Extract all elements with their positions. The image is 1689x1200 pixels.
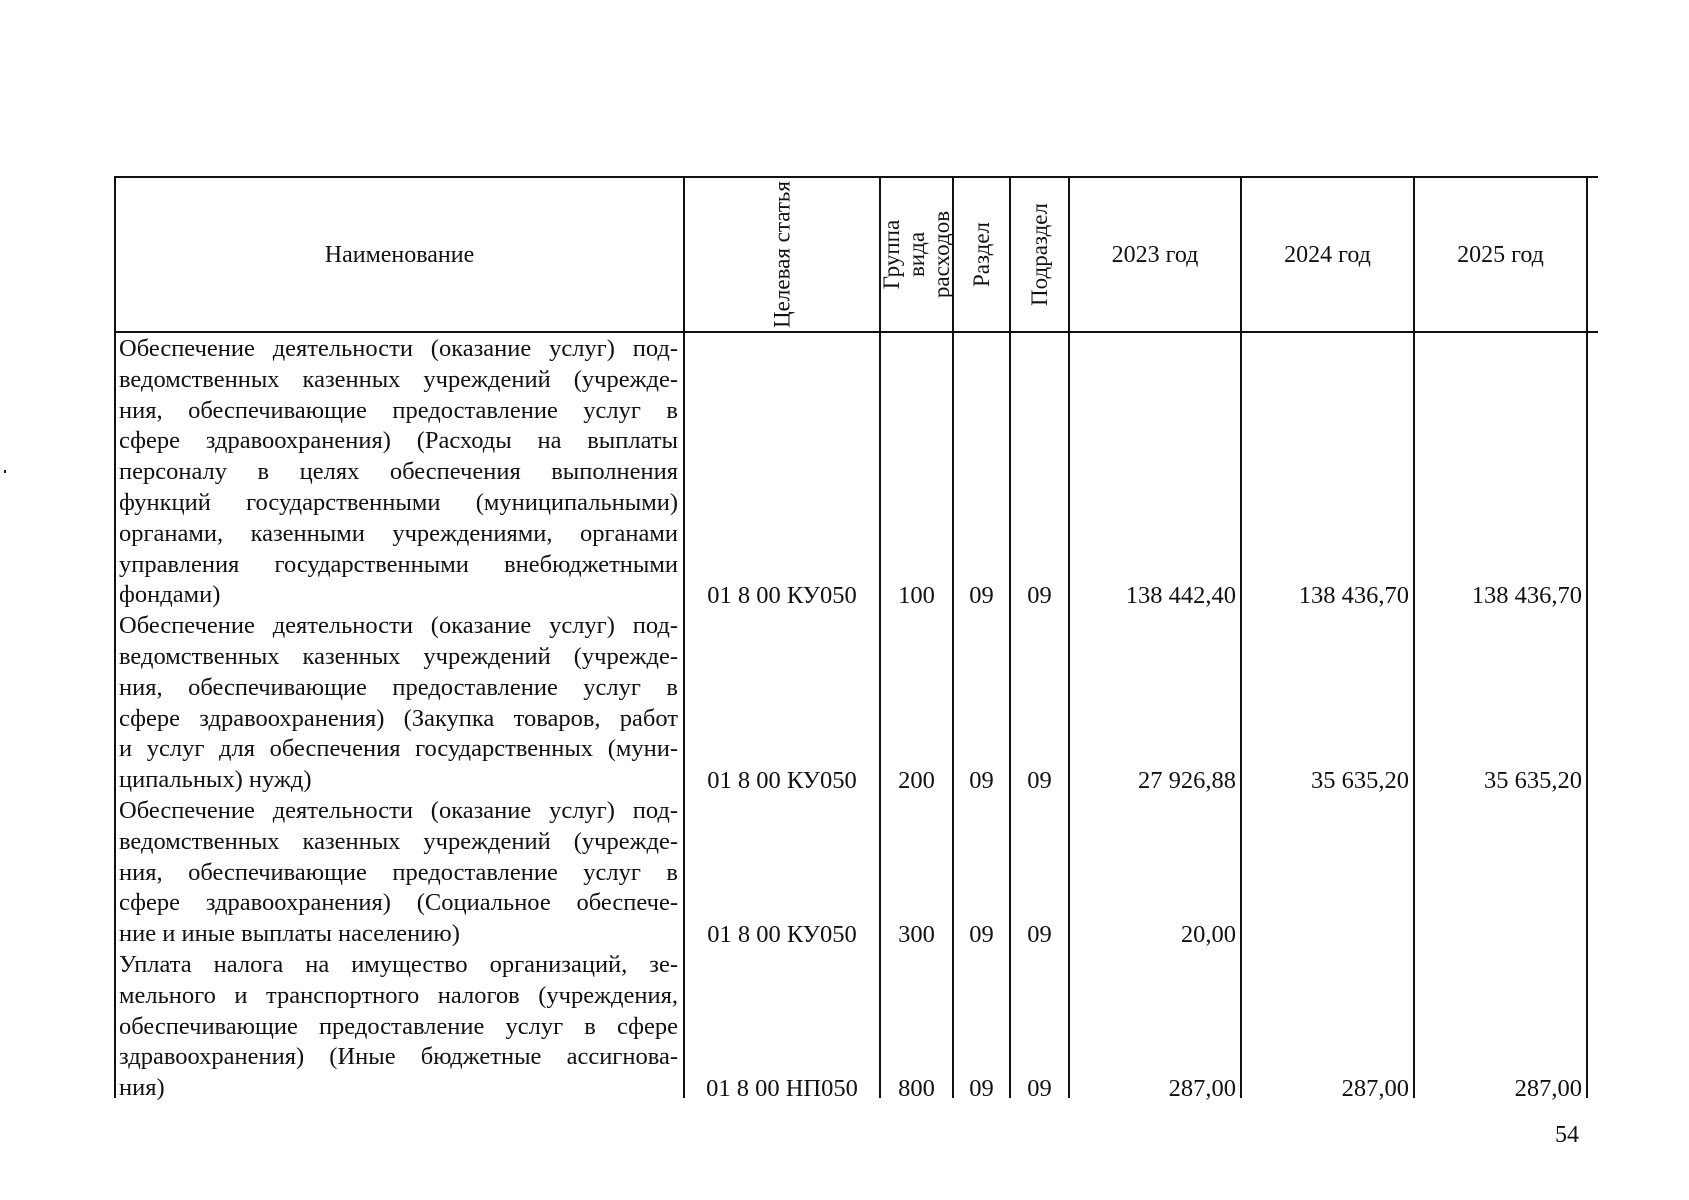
row-name-line: фондами) xyxy=(119,581,221,609)
header-target xyxy=(685,178,879,331)
col-border-right xyxy=(1586,176,1588,1098)
row-name-line: ние и иные выплаты населению) xyxy=(119,920,460,948)
row-target: 01 8 00 НП050 xyxy=(706,1075,858,1103)
header-2025-label: 2025 год xyxy=(1457,241,1544,268)
row-section: 09 xyxy=(969,921,994,949)
row-name-line: Обеспечение деятельности (оказание услуг) под- xyxy=(119,612,678,640)
row-subsection: 09 xyxy=(1027,1075,1052,1103)
header-bottom-border xyxy=(114,331,1598,333)
row-name-line: сфере здравоохранения) (Закупка товаров, работ xyxy=(119,704,678,732)
row-name-line: сфере здравоохранения) (Социальное обеспече- xyxy=(119,889,678,917)
row-name-line: ния, обеспечивающие предоставление услуг в xyxy=(119,396,678,424)
row-name xyxy=(119,611,678,796)
row-section: 09 xyxy=(969,1075,994,1103)
row-subsection: 09 xyxy=(1027,582,1052,610)
row-name-line: ния) xyxy=(119,1074,165,1102)
row-name-line: управления государственными внебюджетными xyxy=(119,550,678,578)
row-name xyxy=(119,334,678,611)
row-expense-group: 200 xyxy=(898,767,935,795)
row-2025: 287,00 xyxy=(1514,1075,1582,1103)
row-target: 01 8 00 КУ050 xyxy=(707,767,857,795)
header-subsection xyxy=(1011,178,1068,331)
row-2023: 20,00 xyxy=(1180,921,1236,949)
page-number: 54 xyxy=(1555,1122,1579,1148)
row-expense-group: 300 xyxy=(898,921,935,949)
row-name-line: здравоохранения) (Иные бюджетные ассигнова- xyxy=(119,1043,678,1071)
row-name-line: Обеспечение деятельности (оказание услуг) под- xyxy=(119,335,678,362)
row-target: 01 8 00 КУ050 xyxy=(707,582,857,610)
row-name-line: функций государственными (муниципальными) xyxy=(119,488,678,516)
row-subsection: 09 xyxy=(1027,767,1052,795)
row-name-line: ния, обеспечивающие предоставление услуг в xyxy=(119,673,678,701)
header-name-label: Наименование xyxy=(324,241,475,268)
row-name-line: персоналу в целях обеспечения выполнения xyxy=(119,458,678,486)
row-name-line: органами, казенными учреждениями, органами xyxy=(119,519,678,547)
row-name-line: ния, обеспечивающие предоставление услуг в xyxy=(119,858,678,886)
row-expense-group: 800 xyxy=(898,1075,935,1103)
header-2024-label: 2024 год xyxy=(1284,241,1371,268)
header-2025 xyxy=(1415,178,1586,331)
header-expense-group xyxy=(879,178,955,331)
header-section-label: Раздел xyxy=(969,221,994,288)
row-name-line: ведомственных казенных учреждений (учрежде- xyxy=(119,365,678,393)
row-2024: 287,00 xyxy=(1341,1075,1409,1103)
scan-mark xyxy=(4,470,6,473)
row-name-line: и услуг для обеспечения государственных (муни- xyxy=(119,735,678,763)
header-section xyxy=(954,178,1009,331)
row-2023: 287,00 xyxy=(1168,1075,1236,1103)
header-expense-group-label: Группа вида расходов xyxy=(879,210,955,299)
row-2024: 138 436,70 xyxy=(1298,582,1409,610)
row-name-line: ведомственных казенных учреждений (учрежде- xyxy=(119,827,678,855)
row-name-line: Обеспечение деятельности (оказание услуг) под- xyxy=(119,797,678,824)
row-subsection: 09 xyxy=(1027,921,1052,949)
row-name-line: Уплата налога на имущество организаций, зе- xyxy=(119,951,678,978)
header-name xyxy=(116,178,683,331)
row-name xyxy=(119,796,678,950)
row-2024: 35 635,20 xyxy=(1311,767,1409,795)
header-subsection-label: Подраздел xyxy=(1027,203,1053,306)
row-name-line: ведомственных казенных учреждений (учрежде- xyxy=(119,642,678,670)
row-name-line: сфере здравоохранения) (Расходы на выплаты xyxy=(119,427,678,455)
row-2023: 138 442,40 xyxy=(1125,582,1236,610)
row-2023: 27 926,88 xyxy=(1138,767,1236,795)
row-2025: 138 436,70 xyxy=(1471,582,1582,610)
row-section: 09 xyxy=(969,767,994,795)
row-2025: 35 635,20 xyxy=(1484,767,1582,795)
row-name-line: мельного и транспортного налогов (учреждения, xyxy=(119,981,678,1009)
row-name-line: обеспечивающие предоставление услуг в сфере xyxy=(119,1012,678,1040)
row-section: 09 xyxy=(969,582,994,610)
header-2023-label: 2023 год xyxy=(1111,241,1199,268)
row-expense-group: 100 xyxy=(898,582,935,610)
row-name xyxy=(119,950,678,1104)
row-name-line: ципальных) нужд) xyxy=(119,766,312,794)
row-target: 01 8 00 КУ050 xyxy=(707,921,857,949)
header-2024 xyxy=(1242,178,1413,331)
header-2023 xyxy=(1070,178,1240,331)
header-target-label: Целевая статья xyxy=(769,181,795,328)
